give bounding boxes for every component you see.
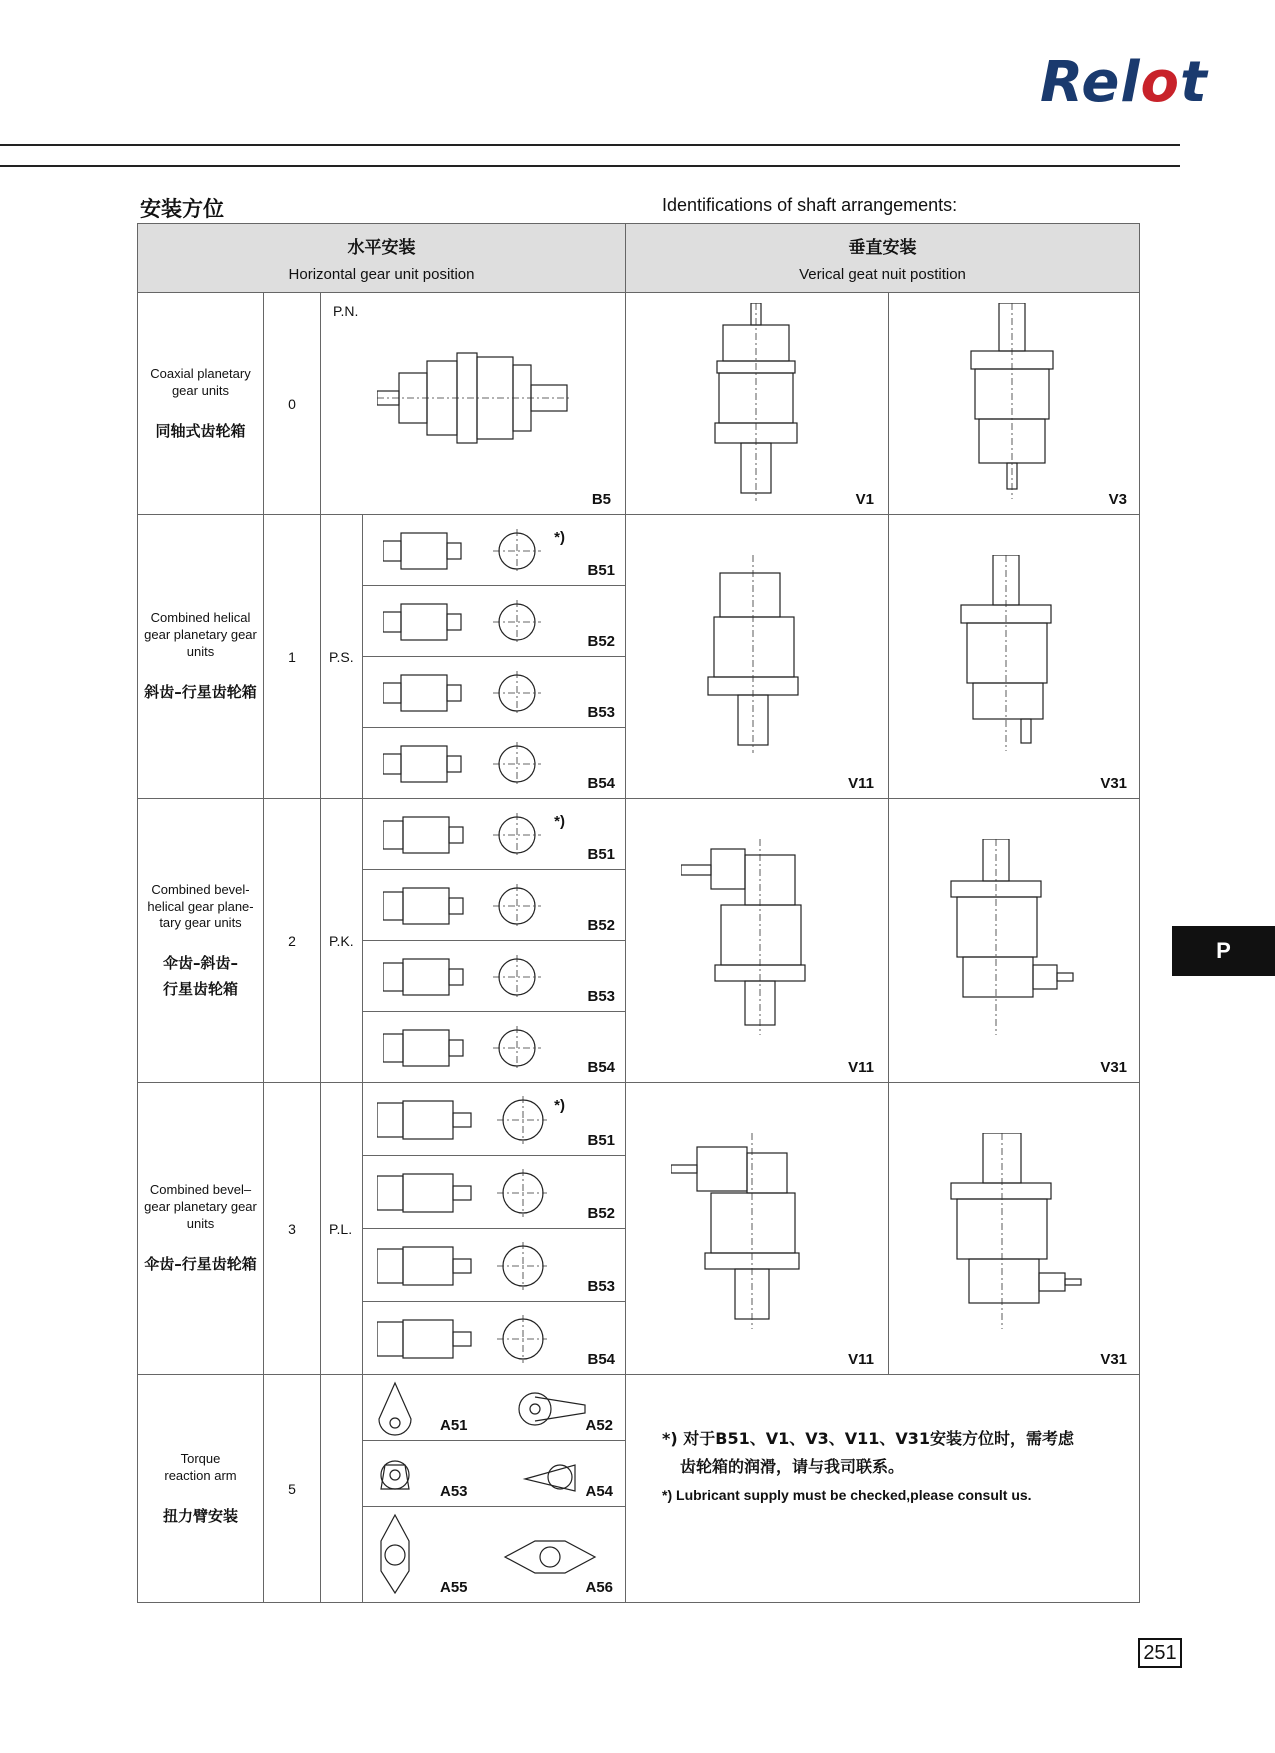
gear-unit-drawing <box>383 669 543 717</box>
sub-cell-b52 <box>363 1156 626 1229</box>
gear-unit-drawing <box>959 555 1059 755</box>
gear-unit-drawing <box>671 1133 811 1333</box>
row-bevel-planetary <box>138 1083 1140 1156</box>
gear-unit-drawing <box>383 882 543 930</box>
sub-cell-b53 <box>363 1229 626 1302</box>
gear-unit-drawing <box>383 1024 543 1072</box>
position-label: B51 <box>587 562 616 579</box>
position-label: V11 <box>848 775 875 792</box>
position-label: B54 <box>587 1059 616 1076</box>
type-torque-arm: Torque reaction arm 扭力臂安装 <box>138 1375 264 1603</box>
torque-arm-drawing <box>375 1379 605 1437</box>
row-number: 2 <box>264 799 321 1083</box>
gear-unit-drawing <box>383 740 543 788</box>
row-number: 0 <box>264 293 321 515</box>
type-helical: Combined helical gear planetary gear units 斜齿–行星齿轮箱 <box>138 515 264 799</box>
position-label: B51 <box>587 846 616 863</box>
row-code: P.N. <box>333 303 359 319</box>
gear-unit-drawing <box>949 839 1079 1039</box>
position-label: V3 <box>1108 491 1128 508</box>
sub-cell-b52 <box>363 586 626 657</box>
arm-cell-a53-a54 <box>363 1441 626 1507</box>
arm-cell-a55-a56 <box>363 1507 626 1603</box>
position-label: B54 <box>587 775 616 792</box>
type-bevel-planetary: Combined bevel–gear planetary gear units 伞齿–行星齿轮箱 <box>138 1083 264 1375</box>
gear-unit-drawing <box>967 303 1057 503</box>
sub-cell-b54 <box>363 1302 626 1375</box>
position-label: V11 <box>848 1059 875 1076</box>
arrangement-table <box>137 223 1140 1603</box>
row-number: 5 <box>264 1375 321 1603</box>
position-label: A51 <box>440 1417 468 1434</box>
gear-unit-drawing <box>383 953 543 1001</box>
empty-code-cell <box>321 1375 363 1603</box>
footnote-marker: *) <box>554 813 566 830</box>
vertical-cell-v3 <box>889 293 1140 515</box>
type-coaxial: Coaxial planetary gear units 同轴式齿轮箱 <box>138 293 264 515</box>
position-label: B52 <box>587 1205 616 1222</box>
heading-en: Identifications of shaft arrangements: <box>662 195 958 215</box>
sub-cell-b54 <box>363 728 626 799</box>
vertical-cell-v11 <box>626 1083 889 1375</box>
position-label: B51 <box>587 1132 616 1149</box>
position-label: B54 <box>587 1351 616 1368</box>
row-code: P.S. <box>321 515 363 799</box>
horizontal-cell-coaxial <box>321 293 626 515</box>
gear-unit-drawing <box>377 1314 547 1364</box>
gear-unit-drawing <box>681 839 811 1039</box>
gear-unit-drawing <box>383 527 543 575</box>
header-rule-top <box>0 144 1180 146</box>
vertical-cell-v31 <box>889 1083 1140 1375</box>
header-vertical: 垂直安装 Verical geat nuit postition <box>626 224 1140 293</box>
torque-arm-drawing <box>375 1511 605 1597</box>
gear-unit-drawing <box>377 343 577 453</box>
sub-cell-b51 <box>363 799 626 870</box>
gear-unit-drawing <box>377 1241 547 1291</box>
footnote-marker: *) <box>554 529 566 546</box>
position-label: A53 <box>440 1483 468 1500</box>
gear-unit-drawing <box>377 1095 547 1145</box>
header-rule-bottom <box>0 165 1180 167</box>
vertical-cell-v11 <box>626 515 889 799</box>
row-helical <box>138 515 1140 586</box>
position-label: V11 <box>848 1351 875 1368</box>
row-bevel-helical <box>138 799 1140 870</box>
gear-unit-drawing <box>711 303 801 503</box>
row-code: P.K. <box>321 799 363 1083</box>
brand-logo: Relot <box>1040 50 1208 115</box>
row-number: 1 <box>264 515 321 799</box>
position-label: B53 <box>587 988 616 1005</box>
position-label: V1 <box>855 491 875 508</box>
sub-cell-b52 <box>363 870 626 941</box>
gear-unit-drawing <box>949 1133 1089 1333</box>
sub-cell-b51 <box>363 515 626 586</box>
position-label: A52 <box>585 1417 614 1434</box>
vertical-cell-v31 <box>889 799 1140 1083</box>
arm-cell-a51-a52 <box>363 1375 626 1441</box>
position-label: B52 <box>587 917 616 934</box>
position-label: B53 <box>587 1278 616 1295</box>
row-code: P.L. <box>321 1083 363 1375</box>
position-label: V31 <box>1100 775 1128 792</box>
position-label: A56 <box>585 1579 614 1596</box>
position-label: V31 <box>1100 1351 1128 1368</box>
position-label: B5 <box>591 491 612 508</box>
sub-cell-b51 <box>363 1083 626 1156</box>
sub-cell-b54 <box>363 1012 626 1083</box>
type-bevel-helical: Combined bevel-helical gear plane-tary gear units 伞齿–斜齿– 行星齿轮箱 <box>138 799 264 1083</box>
gear-unit-drawing <box>706 555 806 755</box>
row-coaxial <box>138 293 1140 515</box>
sub-cell-b53 <box>363 941 626 1012</box>
vertical-cell-v11 <box>626 799 889 1083</box>
note-cell <box>626 1375 1140 1603</box>
header-horizontal: 水平安装 Horizontal gear unit position <box>138 224 626 293</box>
position-label: A54 <box>585 1483 614 1500</box>
heading-cn: 安装方位 <box>140 197 224 221</box>
position-label: V31 <box>1100 1059 1128 1076</box>
row-number: 3 <box>264 1083 321 1375</box>
position-label: B52 <box>587 633 616 650</box>
vertical-cell-v31 <box>889 515 1140 799</box>
section-tab: P <box>1172 926 1275 976</box>
sub-cell-b53 <box>363 657 626 728</box>
gear-unit-drawing <box>377 1168 547 1218</box>
row-torque-arm <box>138 1375 1140 1441</box>
gear-unit-drawing <box>383 811 543 859</box>
lubrication-note: *) 对于B51、V1、V3、V11、V31安装方位时，需考虑 齿轮箱的润滑，请与我司联系。 *) Lubricant supply must be checked,please consult us. <box>662 1429 1075 1503</box>
torque-arm-drawing <box>375 1445 605 1503</box>
page-number: 251 <box>1138 1638 1182 1668</box>
footnote-marker: *) <box>554 1097 566 1114</box>
position-label: A55 <box>440 1579 468 1596</box>
gear-unit-drawing <box>383 598 543 646</box>
position-label: B53 <box>587 704 616 721</box>
vertical-cell-v1 <box>626 293 889 515</box>
